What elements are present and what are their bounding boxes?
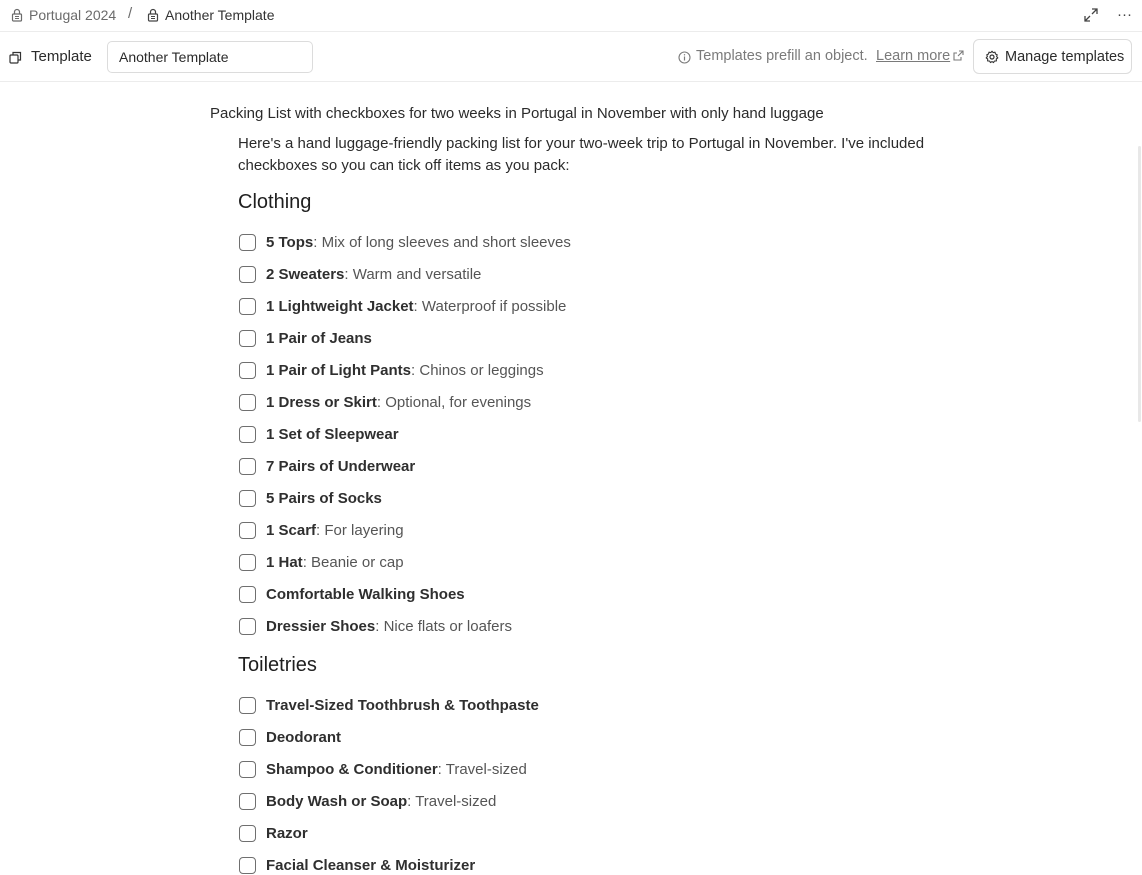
checkbox[interactable] xyxy=(239,234,256,251)
checkbox[interactable] xyxy=(239,298,256,315)
item-name: Travel-Sized Toothbrush & Toothpaste xyxy=(266,696,539,714)
item-note: : Chinos or leggings xyxy=(411,361,544,379)
item-note: : Nice flats or loafers xyxy=(375,617,512,635)
gear-icon xyxy=(985,50,999,64)
manage-templates-button[interactable] xyxy=(973,39,1132,74)
item-name: 1 Dress or Skirt xyxy=(266,393,377,411)
item-name: 5 Pairs of Socks xyxy=(266,489,382,507)
item-note: : For layering xyxy=(316,521,404,539)
item-name: Shampoo & Conditioner xyxy=(266,760,438,778)
document-content xyxy=(0,82,1142,875)
item-name: 2 Sweaters xyxy=(266,265,345,283)
checkbox[interactable] xyxy=(239,522,256,539)
checklist-item xyxy=(239,264,481,284)
item-note: : Beanie or cap xyxy=(302,553,404,571)
checklist-item xyxy=(239,823,308,843)
item-name: 5 Tops xyxy=(266,233,314,251)
item-name: 1 Scarf xyxy=(266,521,317,539)
item-name: 1 Pair of Light Pants xyxy=(266,361,412,379)
checkbox[interactable] xyxy=(239,825,256,842)
breadcrumb-item-another-template[interactable] xyxy=(147,6,274,24)
item-name: Facial Cleanser & Moisturizer xyxy=(266,856,476,874)
expand-icon[interactable] xyxy=(1084,8,1098,22)
checkbox[interactable] xyxy=(239,554,256,571)
more-options-icon[interactable]: ··· xyxy=(1117,6,1132,23)
breadcrumb-label: Portugal 2024 xyxy=(29,7,117,23)
learn-more-link[interactable]: Learn more xyxy=(876,48,951,64)
checkbox[interactable] xyxy=(239,490,256,507)
checkbox[interactable] xyxy=(239,362,256,379)
item-name: 1 Hat xyxy=(266,553,303,571)
item-note: : Travel-sized xyxy=(407,792,497,810)
item-name: 1 Lightweight Jacket xyxy=(266,297,414,315)
checkbox[interactable] xyxy=(239,729,256,746)
item-name: Razor xyxy=(266,824,308,842)
checkbox[interactable] xyxy=(239,330,256,347)
checkbox[interactable] xyxy=(239,586,256,603)
item-name: Comfortable Walking Shoes xyxy=(266,585,465,603)
breadcrumb-label: Another Template xyxy=(165,7,275,23)
checkbox[interactable] xyxy=(239,618,256,635)
checklist-item xyxy=(239,360,544,380)
item-note: : Mix of long sleeves and short sleeves xyxy=(313,233,571,251)
checklist-item xyxy=(239,584,465,604)
checklist-item xyxy=(239,791,496,811)
top-bar xyxy=(0,0,1142,32)
template-toolbar xyxy=(0,32,1142,82)
checklist-item xyxy=(239,456,415,476)
checkbox[interactable] xyxy=(239,266,256,283)
scrollbar[interactable] xyxy=(1138,146,1141,422)
checkbox[interactable] xyxy=(239,426,256,443)
checklist-item xyxy=(239,727,341,747)
checklist-item xyxy=(239,759,527,779)
checklist-item xyxy=(239,296,566,316)
checklist-item xyxy=(239,424,399,444)
external-link-icon[interactable] xyxy=(953,50,964,61)
checklist-item xyxy=(239,232,571,252)
checklist-item xyxy=(239,855,475,875)
checklist-item xyxy=(239,552,404,572)
item-name: 1 Set of Sleepwear xyxy=(266,425,399,443)
checkbox[interactable] xyxy=(239,394,256,411)
section-title-clothing: Clothing xyxy=(238,191,312,213)
breadcrumb-separator: / xyxy=(128,5,133,22)
manage-templates-label: Manage templates xyxy=(1005,48,1125,65)
template-label: Template xyxy=(31,48,92,65)
section-title-toiletries: Toiletries xyxy=(238,654,317,676)
checklist-item xyxy=(239,488,382,508)
checklist-item xyxy=(239,328,372,348)
item-name: Deodorant xyxy=(266,728,341,746)
item-note: : Waterproof if possible xyxy=(413,297,567,315)
item-note: : Warm and versatile xyxy=(344,265,482,283)
lock-icon xyxy=(11,8,23,22)
item-name: 7 Pairs of Underwear xyxy=(266,457,416,475)
info-icon xyxy=(678,51,691,64)
template-name-input[interactable] xyxy=(107,41,313,73)
checkbox[interactable] xyxy=(239,458,256,475)
template-icon xyxy=(9,51,22,64)
document-intro: Here's a hand luggage-friendly packing list for your two-week trip to Portugal in November. I've included checkboxes so you can tick off items as you pack: xyxy=(238,135,925,174)
checklist-item xyxy=(239,695,539,715)
checkbox[interactable] xyxy=(239,793,256,810)
templates-info-text: Templates prefill an object. xyxy=(696,48,868,64)
checkbox[interactable] xyxy=(239,697,256,714)
item-name: 1 Pair of Jeans xyxy=(266,329,372,347)
checkbox[interactable] xyxy=(239,857,256,874)
item-name: Body Wash or Soap xyxy=(266,792,408,810)
lock-icon xyxy=(147,8,159,22)
item-note: : Travel-sized xyxy=(437,760,527,778)
breadcrumb-item-portugal-2024[interactable] xyxy=(11,6,116,24)
checklist-item xyxy=(239,616,512,636)
checklist-item xyxy=(239,392,531,412)
checklist-item xyxy=(239,520,404,540)
item-name: Dressier Shoes xyxy=(266,617,376,635)
item-note: : Optional, for evenings xyxy=(376,393,532,411)
checkbox[interactable] xyxy=(239,761,256,778)
document-prompt: Packing List with checkboxes for two weeks in Portugal in November with only hand luggage xyxy=(210,105,824,122)
